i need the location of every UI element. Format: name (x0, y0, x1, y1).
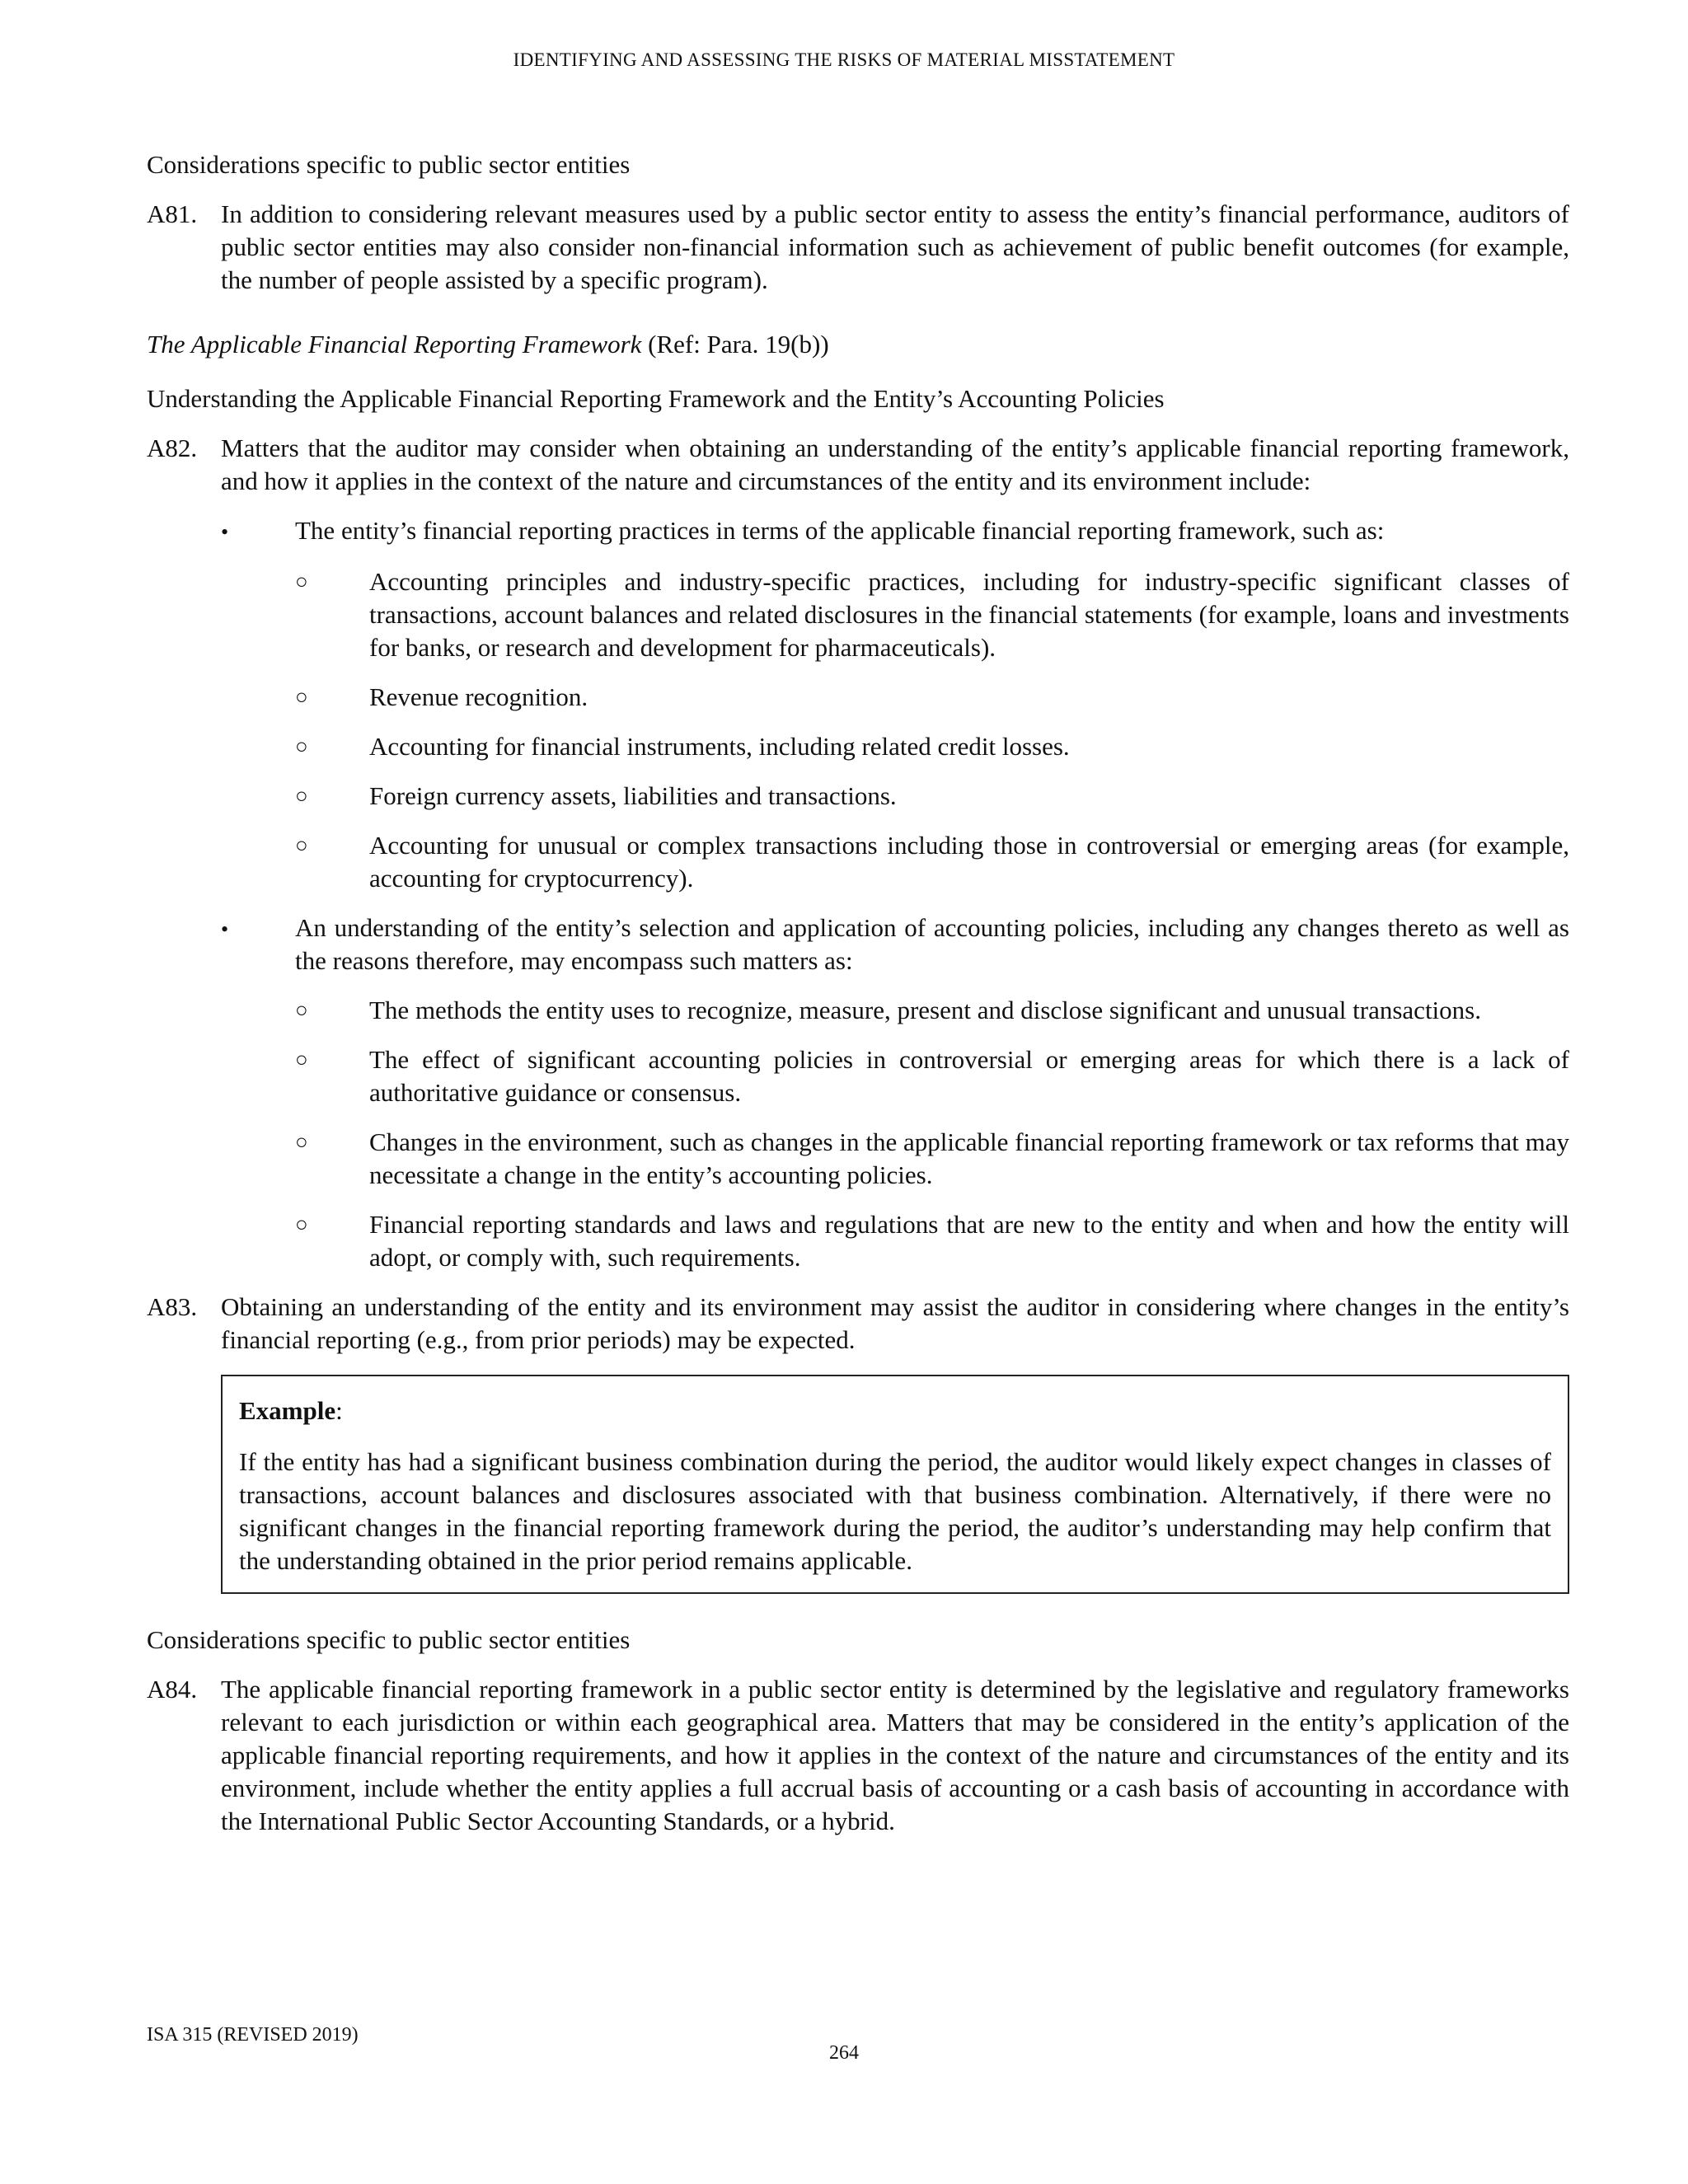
sub-bullet-text: Foreign currency assets, liabilities and transactions. (369, 781, 897, 810)
sub-bullet-item (295, 1126, 1569, 1192)
sub-bullet-item (295, 780, 1569, 813)
paragraph-a83 (147, 1291, 1569, 1357)
bullet-icon: • (221, 520, 229, 544)
sub-bullet-text: The effect of significant accounting policies in controversial or emerging areas for which there is a lack of authoritative guidance or consensus. (369, 1045, 1569, 1107)
paragraph-a81 (147, 198, 1569, 297)
circle-bullet-icon: ○ (295, 833, 308, 857)
paragraph-text: In addition to considering relevant measures used by a public sector entity to assess the entity’s financial performance, auditors of public sector entities may also consider non-financial information such as achievement of public benefit outcomes (for example, the number of people assisted by a specific program). (221, 199, 1569, 294)
paragraph-number: A82. (147, 434, 198, 462)
framework-title (147, 328, 1569, 361)
framework-title-italic: The Applicable Financial Reporting Framework (147, 330, 642, 359)
sub-bullet-text: Accounting for unusual or complex transactions including those in controversial or emerging areas (for example, accounting for cryptocurrency). (369, 831, 1569, 893)
bullet-text: An understanding of the entity’s selection and application of accounting policies, including any changes thereto as well as the reasons therefore, may encompass such matters as: (295, 913, 1569, 975)
sub-bullet-text: The methods the entity uses to recognize, measure, present and disclose significant and unusual transactions. (369, 996, 1481, 1024)
sub-bullet-item (295, 1208, 1569, 1274)
sub-bullet-text: Changes in the environment, such as changes in the applicable financial reporting framework or tax reforms that may necessitate a change in the entity’s accounting policies. (369, 1127, 1569, 1189)
section-heading: Considerations specific to public sector entities (147, 1625, 631, 1654)
bullet-item (221, 912, 1569, 977)
example-heading (239, 1394, 1551, 1427)
paragraph-text: The applicable financial reporting framework in a public sector entity is determined by the legislative and regulatory frameworks relevant to each jurisdiction or within each geographical area. Matters that may be considered in the entity’s application of the applicable financial reporting requirements, and how it applies in the context of the nature and circumstances of the entity and its environment, include whether the entity applies a full accrual basis of accounting or a cash basis of accounting in accordance with the International Public Sector Accounting Standards, or a hybrid. (221, 1675, 1569, 1835)
sub-bullet-item (295, 829, 1569, 895)
example-text: If the entity has had a significant business combination during the period, the auditor would likely expect changes in classes of transactions, account balances and disclosures associated with that business combination. Alternatively, if there were no significant changes in the financial reporting framework during the period, the auditor’s understanding may help confirm that the understanding obtained in the prior period remains applicable. (239, 1447, 1551, 1575)
sub-bullet-item (295, 681, 1569, 714)
paragraph-text: Matters that the auditor may consider when obtaining an understanding of the entity’s applicable financial reporting framework, and how it applies in the context of the nature and circumstances of the entity and its environment include: (221, 434, 1569, 495)
sub-bullet-item (295, 730, 1569, 763)
sub-bullet-text: Financial reporting standards and laws and regulations that are new to the entity and when and how the entity will adopt, or comply with, such requirements. (369, 1210, 1569, 1272)
footer-standard-label: ISA 315 (REVISED 2019) (147, 2024, 359, 2046)
example-title: Example (239, 1396, 336, 1425)
sub-bullet-item (295, 1043, 1569, 1109)
circle-bullet-icon: ○ (295, 734, 308, 758)
bullet-item (221, 514, 1569, 549)
section-subheading: Understanding the Applicable Financial Reporting Framework and the Entity’s Accounting Policies (147, 384, 1165, 413)
framework-title-ref: (Ref: Para. 19(b)) (641, 330, 829, 359)
example-box (221, 1375, 1569, 1594)
bullet-text: The entity’s financial reporting practices in terms of the applicable financial reporting framework, such as: (295, 516, 1385, 545)
paragraph-a84 (147, 1673, 1569, 1838)
circle-bullet-icon: ○ (295, 1130, 308, 1154)
circle-bullet-icon: ○ (295, 685, 308, 709)
paragraph-number: A84. (147, 1675, 198, 1704)
circle-bullet-icon: ○ (295, 1047, 308, 1071)
circle-bullet-icon: ○ (295, 784, 308, 808)
sub-bullet-item (295, 565, 1569, 664)
paragraph-number: A81. (147, 199, 198, 228)
sub-bullet-text: Accounting for financial instruments, including related credit losses. (369, 732, 1070, 761)
sub-bullet-text: Accounting principles and industry-specific practices, including for industry-specific significant classes of transactions, account balances and related disclosures in the financial statements (for example, loans and investments for banks, or research and development for pharmaceuticals). (369, 567, 1569, 662)
circle-bullet-icon: ○ (295, 1212, 308, 1236)
circle-bullet-icon: ○ (295, 569, 308, 593)
paragraph-text: Obtaining an understanding of the entity and its environment may assist the auditor in considering where changes in the entity’s financial reporting (e.g., from prior periods) may be expected. (221, 1292, 1569, 1354)
paragraph-number: A83. (147, 1292, 198, 1321)
running-header: IDENTIFYING AND ASSESSING THE RISKS OF MATERIAL MISSTATEMENT (513, 49, 1175, 70)
example-colon: : (335, 1396, 343, 1425)
bullet-icon: • (221, 917, 229, 941)
sub-bullet-item (295, 994, 1569, 1027)
sub-bullet-text: Revenue recognition. (369, 682, 588, 711)
paragraph-a82 (147, 432, 1569, 498)
page-number: 264 (829, 2042, 859, 2064)
circle-bullet-icon: ○ (295, 998, 308, 1022)
section-heading: Considerations specific to public sector entities (147, 150, 631, 179)
document-body (147, 148, 1569, 1838)
